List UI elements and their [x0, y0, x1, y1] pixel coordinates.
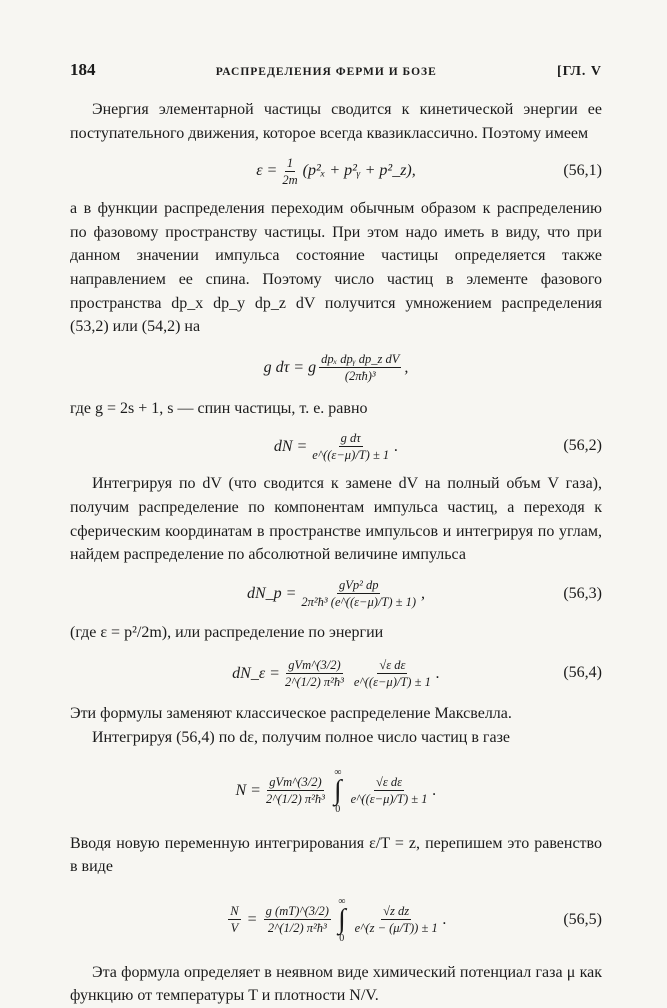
paragraph-8: Вводя новую переменную интегрирования ε/T = z, перепишем это равенство в виде	[70, 834, 602, 876]
equation-56-4	[70, 644, 602, 702]
eq3-lhs: dN_p =	[246, 584, 297, 602]
gdt-num: dpₓ dpᵧ dp_z dV	[321, 352, 400, 367]
eq5-lhs-num: N	[230, 904, 239, 919]
book-page	[70, 58, 602, 1008]
eq1-den: 2m	[282, 172, 298, 187]
eq3-number: (56,3)	[563, 584, 602, 602]
eq5-fraction-1	[264, 904, 331, 935]
paragraph-2: а в функции распределения переходим обычным образом к распределению по фазовому пространству частицы. При этом надо иметь в виду, что при данном значении импульса состояние частицы определяется также направлением ее спина. Поэтому число частиц в элементе фазового пространства dp_x dp_y dp_z dV получится умножением распределения (53,2) или (54,2) на	[70, 200, 602, 336]
eq5-equals: =	[247, 910, 257, 928]
eq4-den2: e^((ε−μ)/T) ± 1	[353, 674, 431, 689]
gdt-lhs: g dτ = g	[263, 358, 317, 376]
eq1-rhs: (p²ₓ + p²ᵧ + p²_z),	[302, 162, 416, 180]
eqN-formula	[235, 767, 436, 815]
eqN-integral	[334, 767, 342, 815]
eq3-end: ,	[421, 584, 426, 602]
eq4-fraction-2	[352, 658, 433, 689]
eq2-den: e^((ε−μ)/T) ± 1	[312, 447, 390, 462]
paragraph-1: Энергия элементарной частицы сводится к кинетической энергии ее поступательного движения, которое всегда квазиклассично. Поэтому имеем	[70, 101, 602, 142]
eq4-den1: 2^(1/2) π²ħ³	[284, 674, 344, 689]
eq2-number: (56,2)	[563, 437, 602, 455]
eqN-den2: e^((ε−μ)/T) ± 1	[350, 792, 428, 806]
paragraph-9: Эта формула определяет в неявном виде химический потенциал газа μ как функцию от температуры T и плотности N/V.	[70, 963, 602, 1005]
eq4-lhs: dN_ε =	[232, 664, 280, 682]
eq4-formula	[232, 658, 440, 689]
paragraph-5: (где ε = p²/2m), или распределение по энергии	[70, 623, 384, 641]
eq5-upper-limit: ∞	[338, 895, 346, 907]
page-header	[70, 58, 602, 86]
eq5-formula	[225, 896, 446, 944]
eq3-num: gVp² dp	[338, 578, 379, 593]
eqN-num1: gVm^(3/2)	[269, 775, 322, 789]
eq1-lhs: ε =	[256, 162, 278, 180]
gdt-den: (2πħ)³	[344, 369, 376, 384]
equation-56-3	[70, 567, 602, 621]
paragraph-3: где g = 2s + 1, s — спин частицы, т. е. равно	[70, 399, 368, 417]
gdt-fraction	[319, 352, 401, 383]
eq2-lhs: dN =	[273, 437, 308, 455]
equation-total-n	[70, 750, 602, 832]
eq1-number: (56,1)	[563, 162, 602, 180]
eq1-num: 1	[286, 155, 294, 170]
eqN-integral-sign: ∫	[333, 774, 342, 806]
eq1-fraction	[280, 156, 299, 187]
eq4-num1: gVm^(3/2)	[288, 657, 341, 672]
equation-gdtau	[70, 339, 602, 397]
eqN-lower-limit: 0	[335, 803, 341, 815]
eq2-fraction	[310, 431, 391, 462]
equation-56-2	[70, 420, 602, 472]
gdt-formula	[264, 352, 409, 383]
eq5-lhs-fraction	[228, 904, 240, 935]
eq3-formula	[247, 578, 425, 609]
eq5-number: (56,5)	[563, 910, 602, 928]
paragraph-4: Интегрируя по dV (что сводится к замене dV на полный объм V газа), получим распределение по компонентам импульса частиц, а переходя к сферическим координатам в пространстве импульсов и интегрируя по углам, найдем распределение по абсолютной величине импульса	[70, 475, 602, 564]
eq2-num: g dτ	[340, 430, 361, 445]
eqN-den1: 2^(1/2) π²ħ³	[265, 792, 325, 806]
eq4-end: .	[435, 664, 440, 682]
eqN-num2: √ε dε	[376, 775, 403, 789]
eq5-integral	[338, 896, 346, 944]
eq5-lower-limit: 0	[339, 932, 345, 944]
eq2-end: .	[394, 437, 399, 455]
eq4-number: (56,4)	[563, 664, 602, 682]
eq3-den: 2π²ħ³ (e^((ε−μ)/T) ± 1)	[301, 595, 417, 610]
paragraph-7: Интегрируя (56,4) по dε, получим полное число частиц в газе	[92, 728, 510, 746]
running-title: РАСПРЕДЕЛЕНИЯ ФЕРМИ И БОЗЕ	[215, 66, 437, 78]
eq3-fraction	[299, 578, 418, 609]
eq5-integral-sign: ∫	[337, 903, 346, 935]
eqN-fraction-2	[349, 775, 430, 806]
eq5-den1: 2^(1/2) π²ħ³	[267, 921, 327, 936]
eq5-num1: g (mT)^(3/2)	[265, 904, 329, 919]
eq5-fraction-2	[353, 904, 440, 935]
equation-56-1	[70, 145, 602, 197]
eq1-formula	[256, 156, 416, 187]
eq4-fraction-1	[283, 658, 346, 689]
equation-56-5	[70, 879, 602, 961]
eq5-lhs-den: V	[230, 921, 239, 936]
gdt-end: ,	[404, 358, 409, 376]
eq5-end: .	[442, 910, 447, 928]
chapter-label: [ГЛ. V	[557, 64, 602, 79]
eq5-num2: √z dz	[383, 904, 410, 919]
eq2-formula	[274, 431, 398, 462]
page-number: 184	[70, 60, 96, 79]
eqN-lhs: N =	[235, 781, 261, 799]
eqN-upper-limit: ∞	[334, 766, 342, 778]
eq4-num2: √ε dε	[379, 657, 406, 672]
eqN-fraction-1	[264, 775, 327, 806]
paragraph-6: Эти формулы заменяют классическое распределение Максвелла.	[70, 705, 512, 723]
eq5-den2: e^(z − (μ/T)) ± 1	[354, 921, 438, 936]
eqN-end: .	[432, 781, 437, 799]
